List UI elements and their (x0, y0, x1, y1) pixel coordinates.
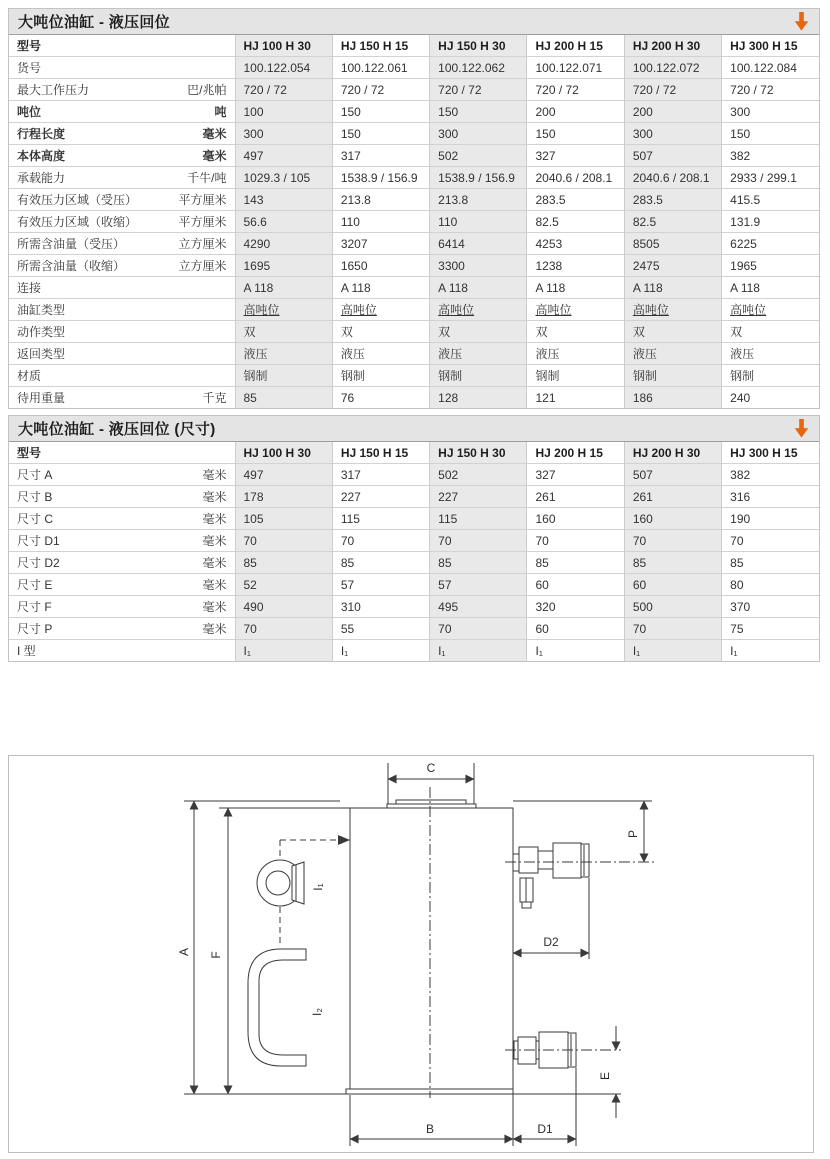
cylinder-type-link[interactable] (332, 299, 429, 321)
model-column-header: HJ 150 H 15 (332, 442, 429, 464)
cell-value: 双 (235, 321, 332, 343)
dim-label-a: A (177, 947, 191, 957)
cell-value: I₁ (624, 640, 721, 662)
eye-flange (292, 862, 304, 904)
cell-value: 720 / 72 (332, 79, 429, 101)
dim-label-b: B (425, 1122, 435, 1136)
spec-row (9, 321, 819, 343)
dimension-drawing-box (8, 755, 814, 1153)
table1-title-bar (9, 9, 819, 35)
row-label-cell (9, 123, 235, 145)
cylinder-type-link-text[interactable]: 高吨位 (730, 303, 767, 317)
cell-value: 200 (527, 101, 624, 123)
cell-value: 131.9 (722, 211, 819, 233)
row-label: I 型 (17, 644, 36, 658)
cell-value: 300 (722, 101, 819, 123)
cell-value: 100.122.084 (722, 57, 819, 79)
cell-value: 钢制 (430, 365, 527, 387)
cell-value: 105 (235, 508, 332, 530)
dim-label-d2: D2 (543, 935, 559, 949)
cell-value: 6414 (430, 233, 527, 255)
cell-value: 6225 (722, 233, 819, 255)
cell-value: 60 (527, 574, 624, 596)
row-label: 行程长度 (17, 127, 66, 141)
cell-value: 85 (235, 552, 332, 574)
row-label-cell (9, 321, 235, 343)
cell-value: 钢制 (332, 365, 429, 387)
model-column-header: HJ 100 H 30 (235, 35, 332, 57)
cylinder-type-link-text[interactable]: 高吨位 (535, 303, 572, 317)
cell-value: 213.8 (332, 189, 429, 211)
table2-title: 大吨位油缸 - 液压回位 (尺寸) (18, 421, 216, 438)
cell-value: 2040.6 / 208.1 (624, 167, 721, 189)
cell-value: 213.8 (430, 189, 527, 211)
spec-row (9, 299, 819, 321)
cell-value: 497 (235, 464, 332, 486)
cell-value: 490 (235, 596, 332, 618)
cell-value: 70 (624, 618, 721, 640)
cell-value: 261 (624, 486, 721, 508)
header-label-cell: 型号 (17, 446, 42, 460)
cell-value: 415.5 (722, 189, 819, 211)
cell-value: 4290 (235, 233, 332, 255)
cell-value: 85 (624, 552, 721, 574)
cylinder-type-link[interactable] (722, 299, 819, 321)
row-label: 有效压力区域（受压） (17, 193, 138, 207)
cell-value: 52 (235, 574, 332, 596)
model-column-header: HJ 200 H 30 (624, 442, 721, 464)
cell-value: 76 (332, 387, 429, 409)
row-label: 承载能力 (17, 171, 66, 185)
spec-row (9, 618, 819, 640)
cylinder-type-link-text[interactable]: 高吨位 (243, 303, 280, 317)
row-label: 所需含油量（收缩） (17, 259, 126, 273)
model-header-row (9, 35, 819, 57)
saddle-top (396, 800, 466, 804)
row-label-cell (9, 145, 235, 167)
row-unit: 千牛/吨 (187, 171, 227, 185)
row-unit: 毫米 (202, 578, 227, 592)
model-column-header: HJ 200 H 30 (624, 35, 721, 57)
cell-value: 121 (527, 387, 624, 409)
download-arrow-icon[interactable] (794, 419, 809, 438)
row-label-cell (9, 233, 235, 255)
row-label: 尺寸 P (17, 622, 53, 636)
cell-value: 1538.9 / 156.9 (430, 167, 527, 189)
row-unit: 毫米 (202, 490, 227, 504)
saddle-base (387, 804, 476, 808)
row-label-cell (9, 640, 235, 662)
cell-value: 100.122.072 (624, 57, 721, 79)
spec-row (9, 486, 819, 508)
cell-value: 150 (722, 123, 819, 145)
cell-value: 240 (722, 387, 819, 409)
row-label-cell (9, 299, 235, 321)
row-unit: 巴/兆帕 (187, 83, 227, 97)
cell-value: 720 / 72 (430, 79, 527, 101)
cell-value: 60 (527, 618, 624, 640)
cell-value: 115 (430, 508, 527, 530)
cell-value: 143 (235, 189, 332, 211)
cell-value: 3207 (332, 233, 429, 255)
dimensions-table (9, 442, 819, 661)
cell-value: 720 / 72 (527, 79, 624, 101)
row-label-cell (9, 343, 235, 365)
spec-row (9, 145, 819, 167)
cell-value: 82.5 (624, 211, 721, 233)
cell-value: 85 (430, 552, 527, 574)
cell-value: 85 (332, 552, 429, 574)
cell-value: 382 (722, 145, 819, 167)
cell-value: 钢制 (624, 365, 721, 387)
spec-row (9, 464, 819, 486)
row-label-cell (9, 552, 235, 574)
model-column-header: HJ 150 H 15 (332, 35, 429, 57)
row-label: 吨位 (17, 105, 42, 119)
dim-label-p: P (626, 829, 640, 839)
cylinder-type-link[interactable] (527, 299, 624, 321)
row-unit: 毫米 (202, 468, 227, 482)
cell-value: 507 (624, 145, 721, 167)
cell-value: 150 (527, 123, 624, 145)
cell-value: 70 (235, 618, 332, 640)
cell-value: 310 (332, 596, 429, 618)
carry-handle (248, 949, 306, 1066)
row-label: 尺寸 A (17, 468, 53, 482)
row-label-cell (9, 508, 235, 530)
spec-row (9, 277, 819, 299)
cell-value: 200 (624, 101, 721, 123)
cell-value: 85 (235, 387, 332, 409)
model-header-row (9, 442, 819, 464)
spec-table (9, 35, 819, 408)
cell-value: 2040.6 / 208.1 (527, 167, 624, 189)
row-unit: 毫米 (202, 622, 227, 636)
model-column-header: HJ 150 H 30 (430, 35, 527, 57)
row-label: 所需含油量（受压） (17, 237, 126, 251)
row-label-cell (9, 189, 235, 211)
dimensions-table-section (8, 415, 820, 662)
row-label: 尺寸 D2 (17, 556, 60, 570)
spec-row (9, 343, 819, 365)
row-unit: 毫米 (202, 556, 227, 570)
cylinder-type-link-text[interactable]: 高吨位 (632, 303, 669, 317)
cell-value: 186 (624, 387, 721, 409)
cell-value: 370 (722, 596, 819, 618)
model-column-header: HJ 300 H 15 (722, 35, 819, 57)
cell-value: 85 (527, 552, 624, 574)
cell-value: 双 (527, 321, 624, 343)
cell-value: I₁ (527, 640, 624, 662)
row-label: 动作类型 (17, 325, 66, 339)
cell-value: 327 (527, 145, 624, 167)
cell-value: 150 (332, 123, 429, 145)
cell-value: 227 (430, 486, 527, 508)
row-label-cell (9, 486, 235, 508)
row-label: 返回类型 (17, 347, 66, 361)
cylinder-type-link[interactable] (430, 299, 527, 321)
cell-value: 双 (722, 321, 819, 343)
cell-value: 227 (332, 486, 429, 508)
cell-value: 300 (624, 123, 721, 145)
row-label: 最大工作压力 (17, 83, 90, 97)
spec-row (9, 596, 819, 618)
model-column-header: HJ 100 H 30 (235, 442, 332, 464)
cell-value: 507 (624, 464, 721, 486)
cell-value: 70 (527, 530, 624, 552)
cell-value: 70 (624, 530, 721, 552)
cell-value: 497 (235, 145, 332, 167)
row-label-cell (9, 618, 235, 640)
lifting-eye-hole (266, 871, 290, 895)
spec-row (9, 508, 819, 530)
cell-value: 1238 (527, 255, 624, 277)
row-label-cell (9, 574, 235, 596)
row-label: 尺寸 E (17, 578, 53, 592)
cell-value: 720 / 72 (235, 79, 332, 101)
row-unit: 立方厘米 (178, 237, 227, 251)
dim-label-d1: D1 (537, 1122, 553, 1136)
cell-value: 500 (624, 596, 721, 618)
cell-value: A 118 (235, 277, 332, 299)
row-unit: 平方厘米 (178, 193, 227, 207)
cell-value: 钢制 (722, 365, 819, 387)
row-label-cell (9, 79, 235, 101)
cell-value: 320 (527, 596, 624, 618)
cell-value: 316 (722, 486, 819, 508)
spec-row (9, 101, 819, 123)
cell-value: 300 (430, 123, 527, 145)
cell-value: 720 / 72 (624, 79, 721, 101)
dim-label-i1: I₁ (311, 883, 325, 891)
cell-value: 57 (332, 574, 429, 596)
cylinder-type-link[interactable] (624, 299, 721, 321)
cell-value: 150 (430, 101, 527, 123)
cell-value: 495 (430, 596, 527, 618)
row-label: 材质 (17, 369, 42, 383)
cell-value: I₁ (430, 640, 527, 662)
cell-value: 液压 (624, 343, 721, 365)
model-column-header: HJ 200 H 15 (527, 35, 624, 57)
cell-value: 液压 (430, 343, 527, 365)
cell-value: 57 (430, 574, 527, 596)
spec-row (9, 57, 819, 79)
row-unit: 平方厘米 (178, 215, 227, 229)
cell-value: 110 (332, 211, 429, 233)
cell-value: 双 (332, 321, 429, 343)
cell-value: 1029.3 / 105 (235, 167, 332, 189)
cell-value: 150 (332, 101, 429, 123)
cell-value: 160 (624, 508, 721, 530)
cell-value: 双 (624, 321, 721, 343)
model-column-header: HJ 200 H 15 (527, 442, 624, 464)
row-label-cell (9, 365, 235, 387)
row-label: 有效压力区域（收缩） (17, 215, 138, 229)
row-unit: 千克 (202, 391, 227, 405)
cell-value: A 118 (332, 277, 429, 299)
row-label-cell (9, 57, 235, 79)
spec-table-section (8, 8, 820, 409)
cell-value: 300 (235, 123, 332, 145)
cell-value: 283.5 (527, 189, 624, 211)
row-unit: 毫米 (202, 127, 227, 141)
spec-row (9, 233, 819, 255)
model-column-header: HJ 300 H 15 (722, 442, 819, 464)
cell-value: 261 (527, 486, 624, 508)
row-label-cell (9, 255, 235, 277)
spec-row (9, 167, 819, 189)
row-label-cell (9, 211, 235, 233)
row-label: 尺寸 F (17, 600, 52, 614)
row-unit: 毫米 (202, 534, 227, 548)
dim-label-i2: I₂ (310, 1008, 324, 1016)
spec-row (9, 189, 819, 211)
spec-row (9, 552, 819, 574)
row-unit: 毫米 (202, 149, 227, 163)
spec-row (9, 255, 819, 277)
dim-label-c: C (426, 761, 436, 775)
cell-value: 283.5 (624, 189, 721, 211)
spec-row (9, 387, 819, 409)
cell-value: 2475 (624, 255, 721, 277)
cell-value: 327 (527, 464, 624, 486)
cell-value: I₁ (332, 640, 429, 662)
dim-label-f: F (209, 951, 223, 959)
row-label: 本体高度 (17, 149, 66, 163)
row-label-cell (9, 167, 235, 189)
cell-value: 55 (332, 618, 429, 640)
table1-title: 大吨位油缸 - 液压回位 (18, 14, 170, 31)
cell-value: 100.122.061 (332, 57, 429, 79)
cell-value: 1538.9 / 156.9 (332, 167, 429, 189)
row-unit: 立方厘米 (178, 259, 227, 273)
cell-value: 70 (235, 530, 332, 552)
cell-value: 100.122.071 (527, 57, 624, 79)
cell-value: 115 (332, 508, 429, 530)
cylinder-drawing (9, 756, 813, 1152)
cell-value: 160 (527, 508, 624, 530)
cylinder-type-link[interactable] (235, 299, 332, 321)
row-label-cell (9, 277, 235, 299)
download-arrow-icon[interactable] (794, 12, 809, 31)
cell-value: 382 (722, 464, 819, 486)
cell-value: 70 (430, 618, 527, 640)
spec-row (9, 123, 819, 145)
cell-value: 70 (722, 530, 819, 552)
cell-value: 液压 (722, 343, 819, 365)
cell-value: 100.122.054 (235, 57, 332, 79)
cell-value: 178 (235, 486, 332, 508)
cell-value: 3300 (430, 255, 527, 277)
row-unit: 吨 (214, 105, 227, 119)
row-label: 尺寸 D1 (17, 534, 60, 548)
cylinder-body (350, 808, 513, 1089)
cell-value: 110 (430, 211, 527, 233)
cell-value: 56.6 (235, 211, 332, 233)
cell-value: 720 / 72 (722, 79, 819, 101)
cell-value: 85 (722, 552, 819, 574)
row-label: 油缸类型 (17, 303, 66, 317)
cell-value: 钢制 (527, 365, 624, 387)
cell-value: I₁ (235, 640, 332, 662)
cell-value: 190 (722, 508, 819, 530)
cell-value: 60 (624, 574, 721, 596)
cell-value: 1965 (722, 255, 819, 277)
cell-value: A 118 (430, 277, 527, 299)
model-column-header: HJ 150 H 30 (430, 442, 527, 464)
spec-row (9, 211, 819, 233)
row-label: 尺寸 C (17, 512, 54, 526)
row-label: 连接 (17, 281, 42, 295)
spec-row (9, 640, 819, 662)
header-label-cell: 型号 (17, 39, 42, 53)
row-unit: 毫米 (202, 600, 227, 614)
cell-value: 液压 (332, 343, 429, 365)
cell-value: 502 (430, 464, 527, 486)
row-label-cell (9, 464, 235, 486)
row-label: 尺寸 B (17, 490, 53, 504)
cell-value: 100 (235, 101, 332, 123)
spec-row (9, 365, 819, 387)
row-label-cell (9, 596, 235, 618)
cylinder-type-link-text[interactable]: 高吨位 (340, 303, 377, 317)
cell-value: 8505 (624, 233, 721, 255)
cell-value: 70 (430, 530, 527, 552)
cell-value: 液压 (235, 343, 332, 365)
cell-value: 1650 (332, 255, 429, 277)
cell-value: 128 (430, 387, 527, 409)
spec-row (9, 574, 819, 596)
cell-value: I₁ (722, 640, 819, 662)
row-unit: 毫米 (202, 512, 227, 526)
cell-value: A 118 (624, 277, 721, 299)
row-label: 待用重量 (17, 391, 66, 405)
cell-value: 1695 (235, 255, 332, 277)
cell-value: 70 (332, 530, 429, 552)
row-label-cell (9, 387, 235, 409)
table2-title-bar (9, 416, 819, 442)
cell-value: 4253 (527, 233, 624, 255)
spec-row (9, 530, 819, 552)
cell-value: 75 (722, 618, 819, 640)
cell-value: 100.122.062 (430, 57, 527, 79)
cell-value: 82.5 (527, 211, 624, 233)
cell-value: 317 (332, 145, 429, 167)
cell-value: 502 (430, 145, 527, 167)
cell-value: A 118 (527, 277, 624, 299)
cell-value: 钢制 (235, 365, 332, 387)
row-label-cell (9, 530, 235, 552)
cell-value: 2933 / 299.1 (722, 167, 819, 189)
cylinder-type-link-text[interactable]: 高吨位 (438, 303, 475, 317)
cell-value: 80 (722, 574, 819, 596)
dim-label-e: E (598, 1071, 612, 1081)
cell-value: A 118 (722, 277, 819, 299)
row-label-cell (9, 101, 235, 123)
cell-value: 317 (332, 464, 429, 486)
row-label: 货号 (17, 61, 42, 75)
cell-value: 双 (430, 321, 527, 343)
cell-value: 液压 (527, 343, 624, 365)
spec-row (9, 79, 819, 101)
